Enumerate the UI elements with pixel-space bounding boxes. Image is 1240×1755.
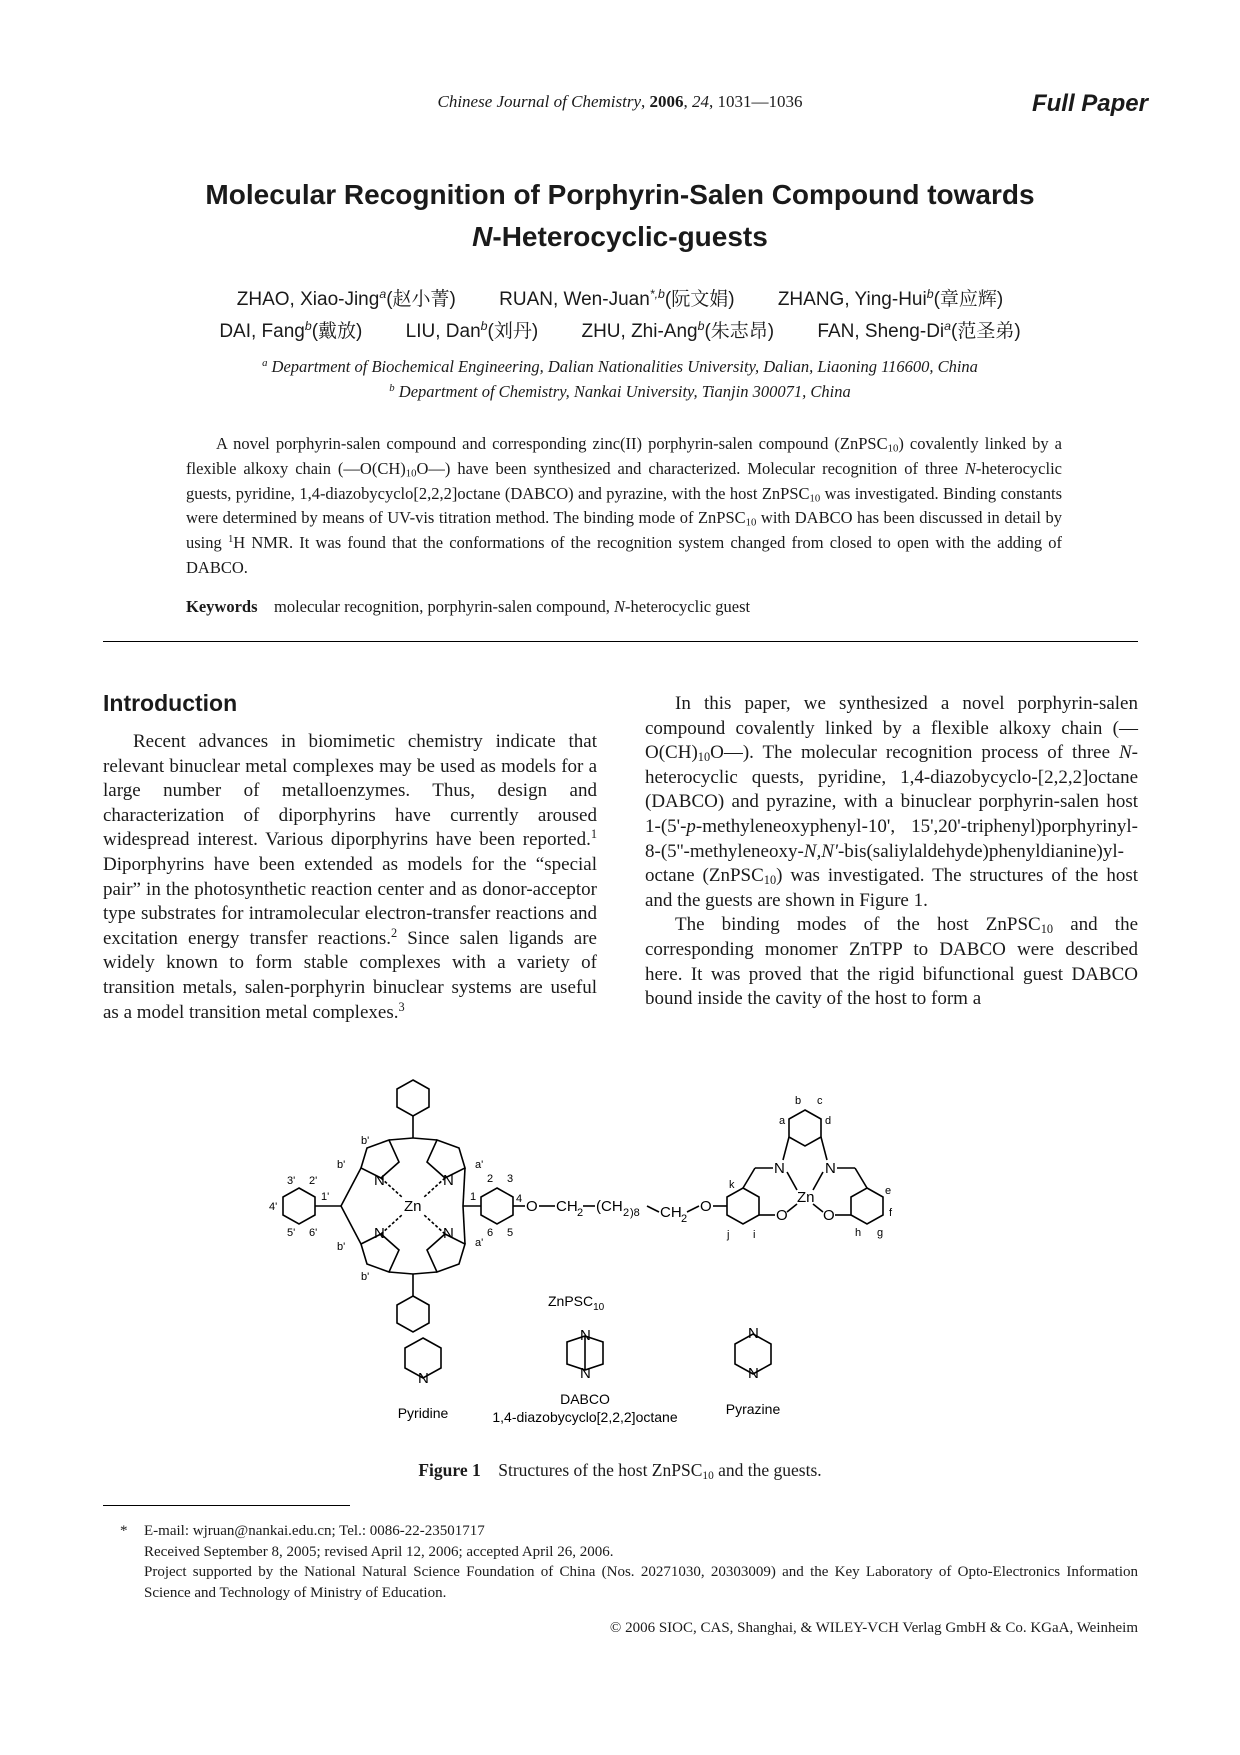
position-label: 2 [487, 1173, 494, 1185]
chain-label: 2 [577, 1207, 584, 1219]
position-label: b [795, 1095, 802, 1107]
chain-label: O [700, 1198, 712, 1215]
position-label: 2' [309, 1175, 318, 1187]
copyright: © 2006 SIOC, CAS, Shanghai, & WILEY-VCH Verlag GmbH & Co. KGaA, Weinheim [609, 1620, 1138, 1636]
author: FAN, Sheng-Di$^a$(范圣弟) [817, 319, 1021, 342]
chain-label: O [526, 1198, 538, 1215]
atom-label: N [374, 1225, 385, 1242]
atom-label: O [823, 1207, 835, 1224]
paragraph: Recent advances in biomimetic chemistry indicate that relevant binuclear metal complexes may be used as models for a large number of metalloenzymes. Thus, design and characterization of diporphyrins have currently aroused widespread interest. Various diporphyrins have been reported.$^1$ Diporphyrins have been extended as models for the “special pair” in the photosynthetic reaction center and as donor-acceptor type substrates for intramolecular electron-transfer reactions and excitation energy transfer reactions.$^2$ Since salen ligands are widely known to form stable complexes with a variety of transition metals, salen-porphyrin binuclear systems are useful as a model transition metal complexes.$^3$ [103, 731, 597, 1023]
position-label: a' [475, 1159, 484, 1171]
guest-label: DABCO [560, 1391, 610, 1407]
position-label: 3' [287, 1175, 296, 1187]
author: LIU, Dan$^b$(刘丹) [405, 319, 539, 342]
phenyl-ring [851, 1188, 883, 1224]
atom-label: N [825, 1160, 836, 1177]
position-label: 4 [516, 1193, 523, 1205]
guest-label: Pyrazine [725, 1401, 781, 1417]
received-dates: Received September 8, 2005; revised April 12, 2006; accepted April 26, 2006. [144, 1543, 614, 1560]
article-type: Full Paper [1031, 90, 1148, 117]
section-divider [103, 641, 1138, 642]
phenyl-ring [397, 1080, 429, 1116]
atom-label: Zn [797, 1189, 815, 1206]
position-label: 6' [309, 1227, 318, 1239]
author: RUAN, Wen-Juan$^{*,b}$(阮文娟) [499, 287, 735, 310]
atom-label: N [748, 1365, 759, 1382]
paragraph: The binding modes of the host ZnPSC$_{10}$ and the corresponding monomer ZnTPP to DABCO were described here. It was proved that the rigid bifunctional guest DABCO bound inside the cavity of the host to form a [645, 914, 1139, 1010]
atom-label: N [748, 1325, 759, 1342]
paragraph: In this paper, we synthesized a novel porphyrin-salen compound covalently linked by a flexible alkoxy chain $(—O(CH)_{10}O—)$. The molecular recognition process of three N-heterocyclic quests, pyridine, 1,4-diazobycyclo-[2,2,2]octane (DABCO) and pyrazine, with a binuclear porphyrin-salen host 1-(5'-p-methyleneoxyphenyl-10', 15',20'-triphenyl)porphyrinyl-8-(5''-methyleneoxy-N,N'-bis(saliylaldehyde)phenyldianine)yl-octane (ZnPSC$_{10}$) was investigated. The structures of the host and the guests are shown in Figure 1. [645, 693, 1138, 911]
correspondence-email: E-mail: wjruan@nankai.edu.cn; Tel.: 0086-22-23501717 [144, 1523, 485, 1539]
atom-label: N [443, 1172, 454, 1189]
guest-label: Pyridine [397, 1405, 449, 1421]
position-label: b' [361, 1271, 370, 1283]
chain-label: (CH [596, 1198, 623, 1215]
position-label: 6 [487, 1227, 494, 1239]
position-label: f [889, 1207, 893, 1219]
phenyl-ring [283, 1188, 315, 1224]
affiliation: $^a$ Department of Biochemical Engineering, Dalian Nationalities University, Dalian, Liaoning 116600, China [262, 357, 978, 376]
phenyl-ring [481, 1188, 513, 1224]
body-column-left [103, 730, 597, 1025]
host-label: ZnPSC$_{10}$ [548, 1293, 605, 1313]
section-heading: Introduction [103, 690, 238, 716]
affiliation: $^b$ Department of Chemistry, Nankai University, Tianjin 300071, China [389, 382, 851, 401]
author: DAI, Fang$^b$(戴放) [219, 319, 363, 342]
chain-label: 2 [681, 1213, 688, 1225]
atom-label: N [418, 1370, 429, 1387]
position-label: b' [361, 1135, 370, 1147]
atom-label: O [776, 1207, 788, 1224]
position-label: a' [475, 1237, 484, 1249]
author-list [0, 316, 1240, 343]
abstract: A novel porphyrin-salen compound and corresponding zinc(II) porphyrin-salen compound (ZnPSC$_{10}$) covalently linked by a flexible alkoxy chain $(—O(CH)_{10}O—)$ have been synthesized and characterized. Molecular recognition of three N-heterocyclic guests, pyridine, 1,4-diazobycyclo[2,2,2]octane (DABCO) and pyrazine, with the host ZnPSC$_{10}$ was investigated. Binding constants were determined by means of UV-vis titration method. The binding mode of ZnPSC$_{10}$ with DABCO has been discussed in detail by using $^1$H NMR. It was found that the conformations of the recognition system changed from closed to open with the adding of DABCO. [186, 434, 1062, 577]
keywords: Keywords molecular recognition, porphyrin-salen compound, N-heterocyclic guest [186, 597, 751, 616]
position-label: h [855, 1227, 862, 1239]
chain-label: CH [556, 1198, 578, 1215]
phenyl-ring [397, 1296, 429, 1332]
position-label: 5 [507, 1227, 514, 1239]
atom-label: N [774, 1160, 785, 1177]
atom-label: N [580, 1365, 591, 1382]
position-label: 1 [470, 1191, 477, 1203]
guest-label: 1,4-diazobycyclo[2,2,2]octane [492, 1409, 678, 1425]
figure-structures [263, 1070, 983, 1450]
figure-caption: Figure 1 Structures of the host ZnPSC$_{10}$ and the guests. [418, 1460, 822, 1482]
atom-label: N [443, 1225, 454, 1242]
position-label: g [877, 1227, 884, 1239]
footnotes: * E-mail: wjruan@nankai.edu.cn; Tel.: 0086-22-23501717 Received September 8, 2005; revised April 12, 2006; accepted April 26, 2006. Project supported by the National Natural Science Foundation of China (Nos. 20271030, 20303009) and the Key Laboratory of Opto-Electronics Information Science and Technology of Ministry of Education. [120, 1521, 1138, 1603]
footnote-divider [103, 1505, 350, 1506]
atom-label: N [374, 1172, 385, 1189]
phenyl-ring [727, 1188, 759, 1224]
position-label: b' [337, 1159, 346, 1171]
author-list [0, 284, 1240, 311]
chain-label: )8 [630, 1207, 640, 1219]
position-label: b' [337, 1241, 346, 1253]
atom-label: N [580, 1327, 591, 1344]
author: ZHANG, Ying-Hui$^b$(章应辉) [777, 287, 1004, 310]
journal-citation: Chinese Journal of Chemistry, 2006, 24, 1031—1036 [437, 92, 803, 111]
phenyl-ring [789, 1110, 821, 1146]
position-label: k [729, 1179, 735, 1191]
position-label: 3 [507, 1173, 514, 1185]
position-label: j [727, 1229, 730, 1241]
position-label: 5' [287, 1227, 296, 1239]
body-column-right [645, 692, 1138, 1012]
position-label: c [817, 1095, 823, 1107]
position-label: 4' [269, 1201, 278, 1213]
position-label: a [779, 1115, 786, 1127]
funding-note: Project supported by the National Natural Science Foundation of China (Nos. 20271030, 20303009) and the Key Laboratory of Opto-Electronics Information Science and Technology of Ministry of Education. [144, 1564, 1138, 1601]
position-label: e [885, 1185, 892, 1197]
author: ZHU, Zhi-Ang$^b$(朱志昂) [581, 319, 775, 342]
author: ZHAO, Xiao-Jing$^a$(赵小菁) [236, 287, 456, 310]
position-label: 1' [321, 1191, 330, 1203]
atom-label: Zn [404, 1198, 422, 1215]
position-label: d [825, 1115, 832, 1127]
paper-title: Molecular Recognition of Porphyrin-Salen Compound towards N-Heterocyclic-guests [205, 179, 1035, 252]
position-label: i [753, 1229, 756, 1241]
chain-label: 2 [623, 1207, 630, 1219]
chain-label: CH [660, 1204, 682, 1221]
